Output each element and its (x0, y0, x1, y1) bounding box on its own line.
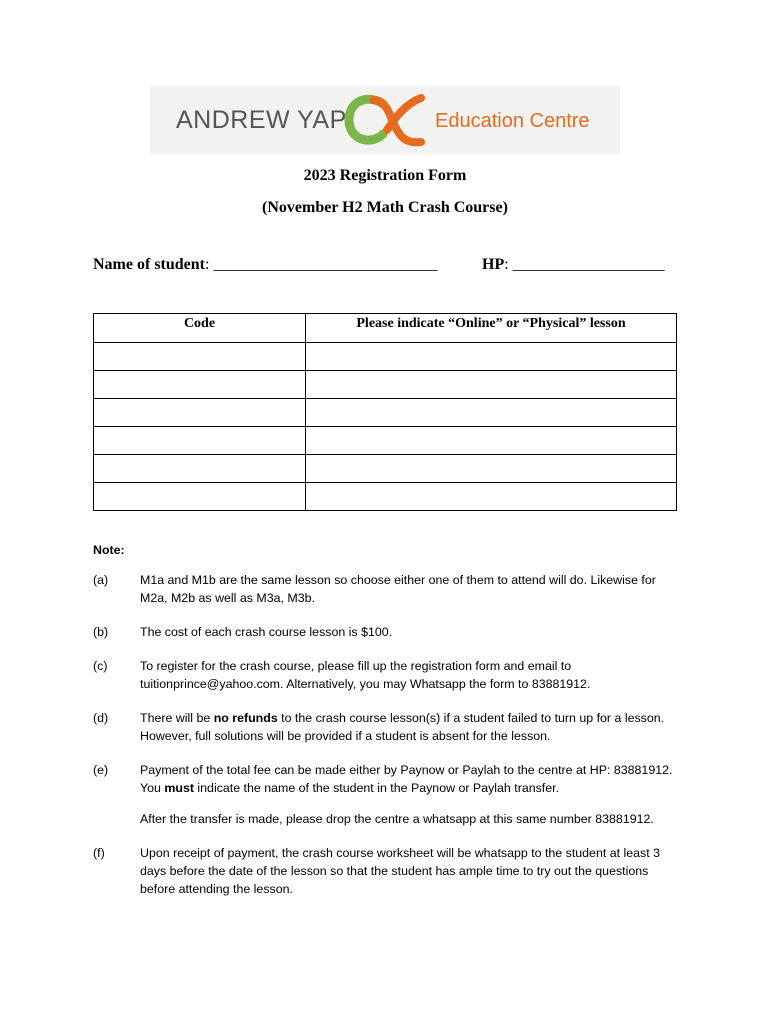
table-header-row (94, 314, 677, 343)
header-lesson-type: Please indicate “Online” or “Physical” lesson (306, 314, 677, 343)
table-row (94, 427, 677, 455)
logo-right-text: Education Centre (435, 110, 590, 132)
lesson-type-cell[interactable] (306, 371, 677, 399)
note-label: (d) (93, 711, 109, 725)
notes-section (93, 541, 683, 914)
note-b (93, 623, 683, 641)
notes-heading: Note: (93, 543, 125, 557)
note-label: (f) (93, 846, 105, 860)
logo-left-text: ANDREW YAP (176, 106, 347, 134)
note-text: M1a and M1b are the same lesson so choose either one of them to attend will do. Likewise for M2a, M2b as well as M3a, M3b. (140, 573, 656, 605)
logo (150, 86, 620, 154)
student-name-blank[interactable]: : ____________________________ (205, 256, 438, 273)
note-text-part: There will be (140, 711, 214, 725)
note-f (93, 844, 683, 898)
header-code: Code (94, 314, 306, 343)
note-label: (b) (93, 625, 109, 639)
note-extra-text: After the transfer is made, please drop the centre a whatsapp at this same number 83881912. (140, 812, 654, 826)
lesson-table (93, 313, 677, 511)
code-cell[interactable] (94, 427, 306, 455)
student-name-label: Name of student (93, 256, 205, 273)
code-cell[interactable] (94, 343, 306, 371)
note-text-part: indicate the name of the student in the Paynow or Paylah transfer. (193, 781, 560, 795)
lesson-type-cell[interactable] (306, 343, 677, 371)
form-subtitle: (November H2 Math Crash Course) (262, 199, 508, 216)
note-label: (a) (93, 573, 109, 587)
table-row (94, 483, 677, 511)
lesson-type-cell[interactable] (306, 399, 677, 427)
code-cell[interactable] (94, 399, 306, 427)
must-emphasis: must (164, 781, 194, 795)
note-text (140, 709, 683, 745)
hp-field[interactable] (482, 256, 665, 274)
note-d (93, 709, 683, 745)
no-refunds-emphasis: no refunds (213, 711, 278, 725)
note-text-part: to the crash course lesson(s) if a student failed to turn up for a lesson. However, full solutions will be provided if a student is absent for the lesson. (140, 711, 665, 743)
student-name-field[interactable] (93, 256, 437, 274)
lesson-type-cell[interactable] (306, 427, 677, 455)
note-text: To register for the crash course, please fill up the registration form and email to tuitionprince@yahoo.com. Alternatively, you may Whatsapp the form to 83881912. (140, 659, 591, 691)
hp-label: HP (482, 256, 505, 273)
note-text-part: Payment of the total fee can be made either by Paynow or Paylah to the centre at HP: 83881912. You (140, 763, 673, 795)
code-cell[interactable] (94, 455, 306, 483)
note-label: (e) (93, 763, 109, 777)
hp-blank[interactable]: : ___________________ (504, 256, 665, 273)
note-text: Upon receipt of payment, the crash course worksheet will be whatsapp to the student at least 3 days before the date of the lesson so that the student has ample time to try out the questions before attending the lesson. (140, 846, 661, 896)
form-title: 2023 Registration Form (303, 167, 467, 184)
lesson-type-cell[interactable] (306, 483, 677, 511)
note-e (93, 761, 683, 828)
note-c (93, 657, 683, 693)
alpha-logo-icon (343, 90, 429, 150)
table-row (94, 399, 677, 427)
note-text: The cost of each crash course lesson is $100. (140, 625, 393, 639)
table-row (94, 371, 677, 399)
code-cell[interactable] (94, 371, 306, 399)
note-text (140, 761, 683, 797)
lesson-type-cell[interactable] (306, 455, 677, 483)
note-label: (c) (93, 659, 108, 673)
table-row (94, 343, 677, 371)
note-a (93, 571, 683, 607)
table-row (94, 455, 677, 483)
code-cell[interactable] (94, 483, 306, 511)
